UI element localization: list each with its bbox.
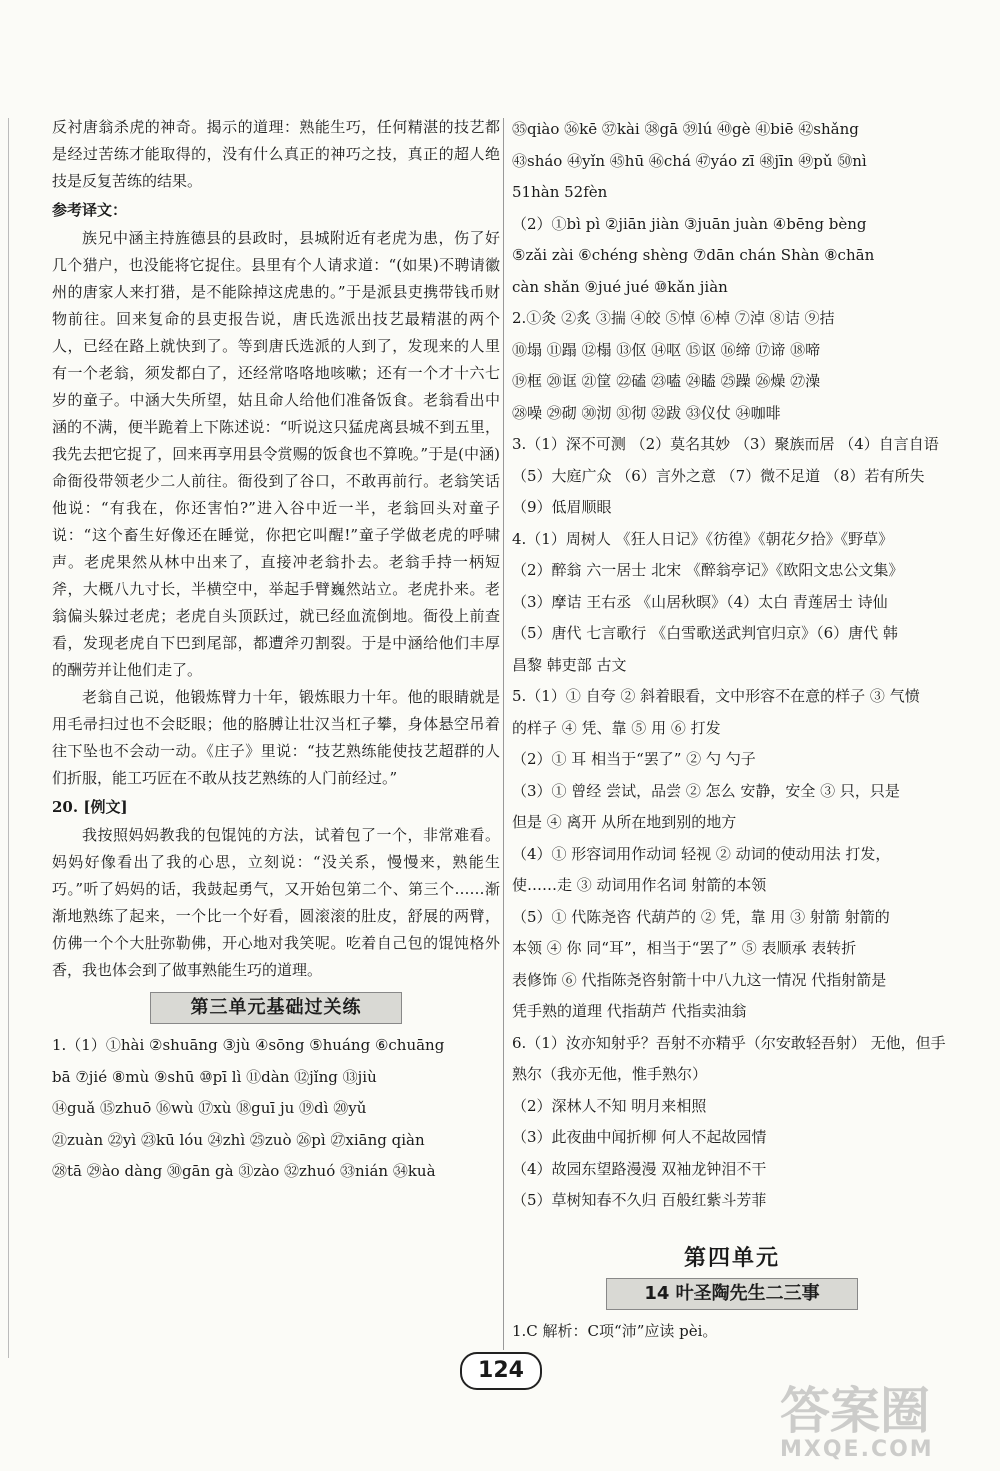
q5-line: （3）① 曾经 尝试，品尝 ② 怎么 安静，安全 ③ 只，只是 <box>512 781 900 800</box>
answer-line: ㊸sháo ㊹yǐn ㊺hū ㊻chá ㊼yáo zī ㊽jīn ㊾pǔ ㊿nì <box>512 151 867 170</box>
q5-line: 使……走 ③ 动词用作名词 射箭的本领 <box>512 876 767 894</box>
q6-line: （3）此夜曲中闻折柳 何人不起故园情 <box>512 1128 767 1146</box>
q2-line: ㉘噪 ㉙砌 ㉚沏 ㉛彻 ㉜跋 ㉝仪仗 ㉞咖啡 <box>512 403 781 422</box>
q3-line: （9）低眉顺眼 <box>512 498 612 516</box>
q1-line: ㉘tā ㉙ào dàng ㉚gān gà ㉛zào ㉜zhuó ㉝nián ㉞kuà <box>52 1162 436 1180</box>
q4-line: （2）醉翁 六一居士 北宋 《醉翁亭记》《欧阳文忠公文集》 <box>512 561 904 579</box>
q6-line: （5）草树知春不久归 百般红紫斗芳菲 <box>512 1191 767 1209</box>
answer-line: ⑤zǎi zài ⑥chéng shèng ⑦dān chán Shàn ⑧chān <box>512 246 875 264</box>
q1-line: 1.（1）①hài ②shuāng ③jù ④sōng ⑤huáng ⑥chuāng <box>52 1036 445 1054</box>
intro-paragraph: 反衬唐翁杀虎的神奇。揭示的道理：熟能生巧，任何精湛的技艺都是经过苦练才能取得的，没有什么真正的神巧之技，真正的超人绝技是反复苦练的结果。 <box>52 118 500 190</box>
q3-line: （5）大庭广众 （6）言外之意 （7）微不足道 （8）若有所失 <box>512 466 925 485</box>
q4-line: （3）摩诘 王右丞 《山居秋暝》（4）太白 青莲居士 诗仙 <box>512 592 888 611</box>
q5-line: （5）① 代陈尧咨 代葫芦的 ② 凭，靠 用 ③ 射箭 射箭的 <box>512 907 890 926</box>
q5-line: 5.（1）① 自夸 ② 斜着眼看，文中形容不在意的样子 ③ 气愤 <box>512 687 920 705</box>
q1-line: ⑭guǎ ⑮zhuō ⑯wù ⑰xù ⑱guī ju ⑲dì ⑳yǔ <box>52 1099 367 1117</box>
unit4-title: 第四单元 <box>683 1245 780 1271</box>
q6-line: 熟尔（我亦无他，惟手熟尔） <box>512 1065 708 1083</box>
q2-line: ⑩塌 ⑪蹋 ⑫榻 ⑬伛 ⑭呕 ⑮讴 ⑯缔 ⑰谛 ⑱啼 <box>512 340 821 359</box>
q6-line: 6.（1）汝亦知射乎？吾射不亦精乎（尔安敢轻吾射） 无他，但手 <box>512 1033 946 1052</box>
q5-line: 但是 ④ 离开 从所在地到别的地方 <box>512 813 737 831</box>
q5-line: （2）① 耳 相当于“罢了” ② 勺 勺子 <box>512 750 756 768</box>
q5-line: 本领 ④ 你 同“耳”，相当于“罢了” ⑤ 表顺承 表转折 <box>512 939 857 957</box>
q3-answers <box>512 429 952 524</box>
q20-label: [例文] <box>83 798 128 816</box>
page-number: 124 <box>460 1352 542 1390</box>
q20-number: 20. <box>52 798 79 816</box>
left-column <box>52 114 500 1188</box>
q1-line: bā ⑦jié ⑧mù ⑨shū ⑩pī lì ⑪dàn ⑫jǐng ⑬jiù <box>52 1067 377 1086</box>
q6-answers <box>512 1028 952 1217</box>
essay-paragraph: 我按照妈妈教我的包馄饨的方法，试着包了一个，非常难看。妈妈好像看出了我的心思，立刻说：“没关系，慢慢来，熟能生巧。”听了妈妈的话，我鼓起勇气，又开始包第二个、第三个……渐渐地熟练了起来，一个比一个好看，圆滚滚的肚皮，舒展的两臂，仿佛一个个大肚弥勒佛，开心地对我笑呢。吃着自己包的馄饨格外香，我也体会到了做事熟能生巧的道理。 <box>52 826 500 979</box>
watermark-top-text: 答案圈 <box>780 1382 930 1440</box>
q5-answers <box>512 681 952 1028</box>
answer-line: （2）①bì pì ②jiān jiàn ③juān juàn ④bēng bèng <box>512 214 867 233</box>
answer-line: càn shǎn ⑨jué jué ⑩kǎn jiàn <box>512 277 728 296</box>
answer-line: 51hàn 52fèn <box>512 183 608 201</box>
translation-paragraph-2: 老翁自己说，他锻炼臂力十年，锻炼眼力十年。他的眼睛就是用毛帚扫过也不会眨眼；他的胳膊让壮汉当杠子攀，身体悬空吊着往下坠也不会动一动。《庄子》里说：“技艺熟练能使技艺超群的人们折服，能工巧匠在不敢从技艺熟练的人门前经过。” <box>52 688 500 787</box>
translation-paragraph-1: 族兄中涵主持旌德县的县政时，县城附近有老虎为患，伤了好几个猎户，也没能将它捉住。县里有个人请求道：“(如果)不聘请徽州的唐家人来打猎，是不能除掉这虎患的。”于是派县吏携带钱币财物前往。回来复命的县吏报告说，唐氏选派出技艺最精湛的两个人，已经在路上就快到了。等到唐氏选派的人到了，发现来的人里有一个老翁，须发都白了，还经常咯咯地咳嗽；还有一个才十六七岁的童子。中涵大失所望，姑且命人给他们准备饭食。老翁看出中涵的不满，便半跪着上下陈述说：“听说这只猛虎离县城不到五里，我先去把它捉了，回来再享用县令赏赐的饭食也不算晚。”于是(中涵)命衙役带领老少二人前往。衙役到了谷口，不敢再前行。老翁笑话他说：“有我在，你还害怕?”进入谷中近一半，老翁回头对童子说：“这个畜生好像还在睡觉，你把它叫醒!”童子学做老虎的呼啸声。老虎果然从林中出来了，直接冲老翁扑去。老翁手持一柄短斧，大概八九寸长，半横空中，举起手臂巍然站立。老虎扑来。老翁偏头躲过老虎；老虎自头顶跃过，就已经血流倒地。衙役上前查看，发现老虎自下巴到尾部，都遭斧刃割裂。于是中涵给他们丰厚的酬劳并让他们走了。 <box>52 229 500 679</box>
q1-line: ㉑zuàn ㉒yì ㉓kū lóu ㉔zhì ㉕zuò ㉖pì ㉗xiāng qiàn <box>52 1130 425 1149</box>
q3-line: 3.（1）深不可测 （2）莫名其妙 （3）聚族而居 （4）自言自语 <box>512 435 939 453</box>
lesson14-q1: 1.C 解析：C项“沛”应读 pèi。 <box>512 1321 718 1340</box>
q5-line: 凭手熟的道理 代指葫芦 代指卖油翁 <box>512 1002 747 1020</box>
q4-line: 昌黎 韩吏部 古文 <box>512 655 627 674</box>
q4-answers <box>512 524 952 682</box>
unit3-banner: 第三单元基础过关练 <box>150 992 402 1024</box>
q2-answers <box>512 303 952 429</box>
watermark-logo <box>780 1382 980 1465</box>
q20-heading <box>52 792 500 822</box>
q5-line: （4）① 形容词用作动词 轻视 ② 动词的使动用法 打发， <box>512 844 891 863</box>
q6-line: （4）故园东望路漫漫 双袖龙钟泪不干 <box>512 1159 767 1178</box>
q4-line: （5）唐代 七言歌行 《白雪歌送武判官归京》（6）唐代 韩 <box>512 624 898 642</box>
page-edge-line <box>8 118 9 1358</box>
q5-line: 表修饰 ⑥ 代指陈尧咨射箭十中八九这一情况 代指射箭是 <box>512 970 887 989</box>
q2-line: 2.①灸 ②炙 ③揣 ④皎 ⑤悼 ⑥棹 ⑦淖 ⑧诘 ⑨拮 <box>512 309 835 327</box>
q1-answers <box>52 1030 500 1188</box>
lesson14-banner: 14 叶圣陶先生二三事 <box>606 1278 858 1310</box>
q4-line: 4.（1）周树人 《狂人日记》《彷徨》《朝花夕拾》《野草》 <box>512 529 894 548</box>
translation-label: 参考译文： <box>52 201 128 219</box>
q5-line: 的样子 ④ 凭、靠 ⑤ 用 ⑥ 打发 <box>512 718 721 737</box>
q6-line: （2）深林人不知 明月来相照 <box>512 1096 707 1115</box>
right-column <box>512 114 952 1347</box>
answer-line: ㉟qiào ㊱kē ㊲kài ㊳gā ㊴lú ㊵gè ㊶biē ㊷shǎng <box>512 120 859 138</box>
q2-line: ⑲框 ⑳诓 ㉑筐 ㉒磕 ㉓嗑 ㉔瞌 ㉕躁 ㉖燥 ㉗澡 <box>512 372 821 390</box>
column-divider <box>503 118 504 1350</box>
watermark-bottom-text: MXQE.COM <box>780 1437 934 1462</box>
pinyin-continued <box>512 114 952 303</box>
